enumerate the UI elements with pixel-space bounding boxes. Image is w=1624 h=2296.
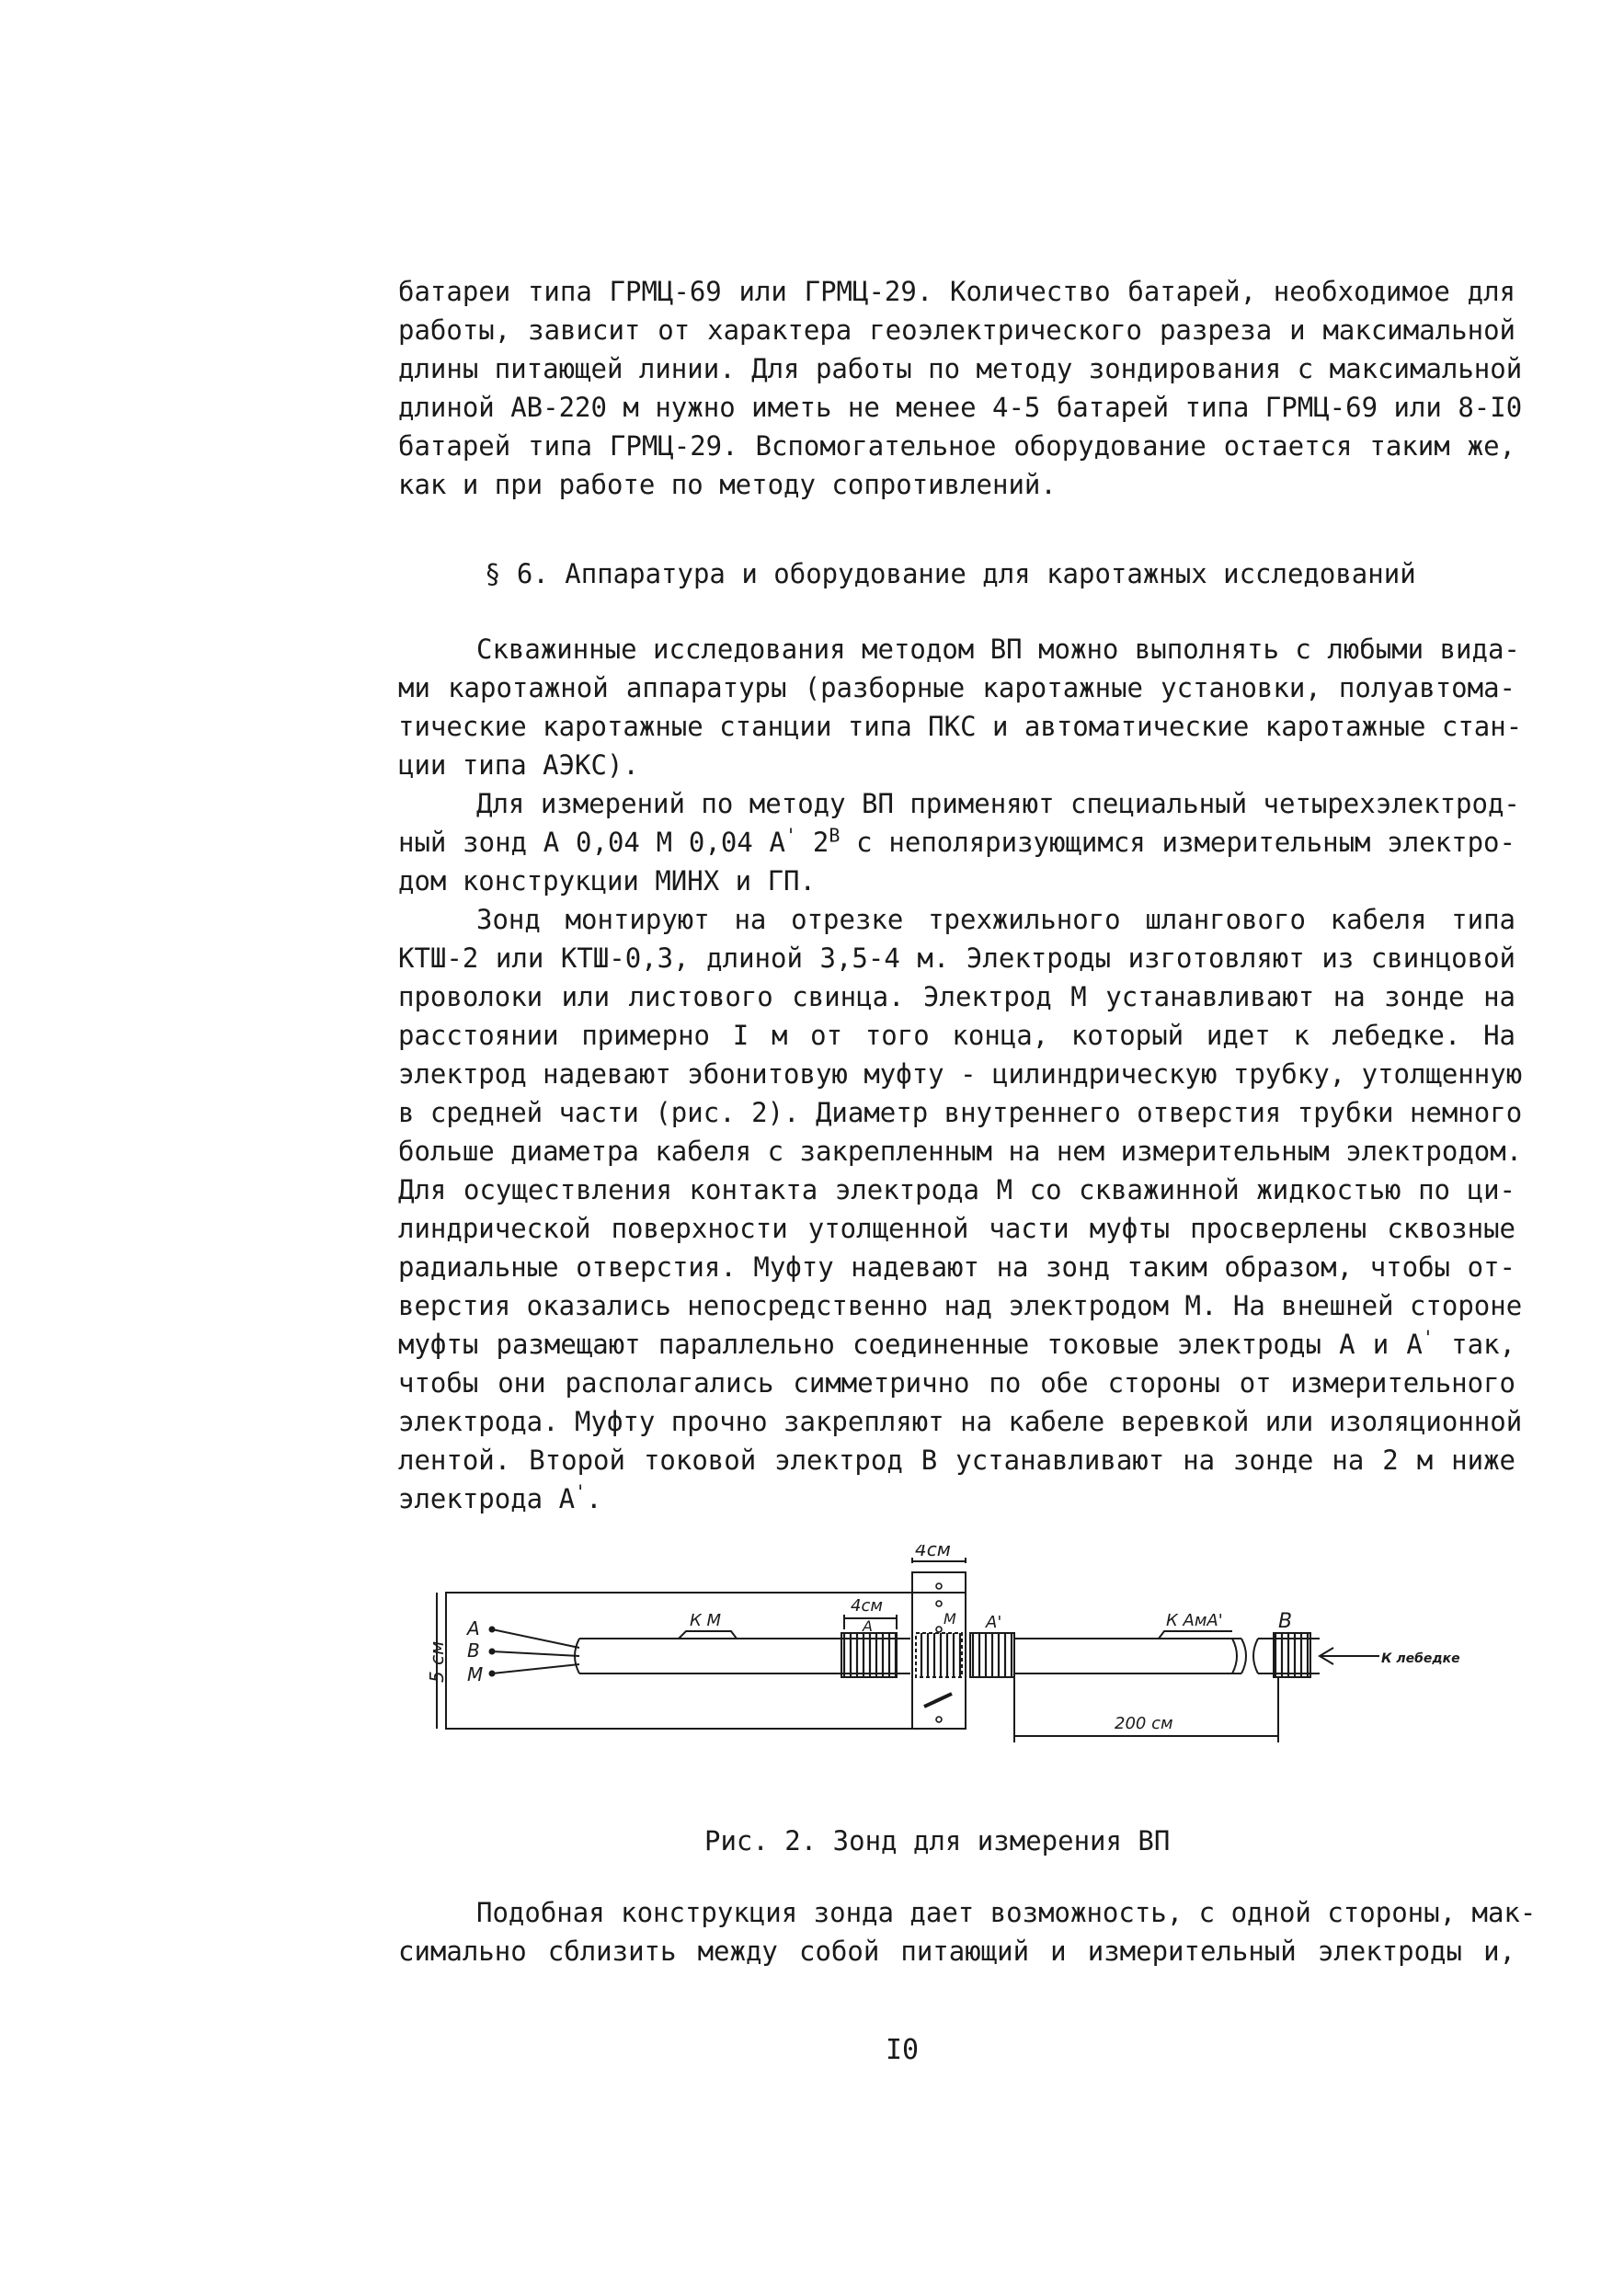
text-span: так, (1433, 1329, 1515, 1360)
text-line: электрод надевают эбонитовую муфту - цилиндрическую трубку, утолщенную (398, 1058, 1523, 1090)
text-line: линдрической поверхности утолщенной части муфты просверлены сквозные (398, 1213, 1515, 1244)
label-km: К М (690, 1611, 722, 1630)
probe-diagram (423, 1545, 1527, 1765)
text-span: электрода А (398, 1483, 576, 1514)
text-line: работы, зависит от характера геоэлектрического разреза и максимальной (398, 314, 1515, 346)
label-a-small: А (863, 1617, 873, 1635)
cable-right (1014, 1639, 1241, 1673)
prime-mark: ' (1422, 1326, 1434, 1349)
text-line: Скважинные исследования методом ВП можно выполнять с любыми вида- (476, 634, 1520, 665)
figure-caption: Рис. 2. Зонд для измерения ВП (704, 1825, 1171, 1856)
probe-figure (423, 1545, 1527, 1765)
text-span: ный зонд А 0,04 М 0,04 А (398, 827, 786, 858)
text-line: электрода. Муфту прочно закрепляют на кабеле веревкой или изоляционной (398, 1406, 1523, 1437)
text-line (398, 1479, 1515, 1518)
text-line: расстоянии примерно I м от того конца, который идет к лебедке. На (398, 1020, 1515, 1051)
coil-a-prime (970, 1633, 1014, 1677)
text-line: радиальные отверстия. Муфту надевают на зонд таким образом, чтобы от- (398, 1251, 1515, 1283)
prime-mark: ' (785, 824, 797, 847)
label-b-right: В (1278, 1610, 1293, 1633)
text-line: Подобная конструкция зонда дает возможность, с одной стороны, мак- (476, 1897, 1537, 1928)
text-line: Для осуществления контакта электрода М со скважинной жидкостью по ци- (398, 1174, 1515, 1205)
text-line: в средней части (рис. 2). Диаметр внутреннего отверстия трубки немного (398, 1097, 1523, 1128)
electrode-m (916, 1633, 962, 1677)
text-line: лентой. Второй токовой электрод В устанавливают на зонде на 2 м ниже (398, 1445, 1515, 1476)
dim-label-small: 4см (851, 1596, 883, 1616)
text-line: тические каротажные станции типа ПКС и автоматические каротажные стан- (398, 711, 1523, 742)
label-m-center: М (944, 1610, 956, 1628)
text-line: Для измерений по методу ВП применяют специальный четырехэлектрод- (476, 788, 1520, 819)
coil-b (1274, 1633, 1310, 1677)
page-number: I0 (886, 2034, 920, 2066)
label-b: В (467, 1639, 480, 1662)
text-line: длиной АВ-220 м нужно иметь не менее 4-5 батарей типа ГРМЦ-69 или 8-I0 (398, 392, 1523, 423)
text-line: дом конструкции МИНХ и ГП. (398, 865, 816, 897)
text-line: ми каротажной аппаратуры (разборные каротажные установки, полуавтома- (398, 672, 1515, 703)
text-span: муфты размещают параллельно соединенные токовые электроды А и А (398, 1329, 1423, 1360)
text-line: чтобы они располагались симметрично по обе стороны от измерительного (398, 1367, 1515, 1399)
text-span: . (586, 1483, 602, 1514)
text-span: 2 (796, 827, 829, 858)
text-line: проволоки или листового свинца. Электрод М устанавливают на зонде на (398, 981, 1515, 1012)
text-line: верстия оказались непосредственно над электродом М. На внешней стороне (398, 1290, 1523, 1321)
label-a: А (467, 1617, 480, 1639)
label-a-prime: А' (986, 1613, 1002, 1632)
text-line: больше диаметра кабеля с закрепленным на нем измерительным электродом. (398, 1136, 1523, 1167)
text-line: как и при работе по методу сопротивлений. (398, 469, 1057, 500)
label-m: М (467, 1663, 484, 1685)
text-line (398, 823, 1515, 862)
label-200cm: 200 см (1115, 1714, 1173, 1733)
prime-mark: ' (575, 1480, 587, 1503)
label-kam: К АмА' (1166, 1611, 1223, 1630)
superscript: В (829, 824, 841, 847)
dim-label-top: 4см (915, 1545, 951, 1560)
text-line: Зонд монтируют на отрезке трехжильного шлангового кабеля типа (476, 904, 1515, 935)
text-span: с неполяризующимся измерительным электро- (840, 827, 1515, 858)
text-line: длины питающей линии. Для работы по методу зондирования с максимальной (398, 353, 1523, 384)
coil-a (841, 1633, 897, 1677)
text-line: симально сблизить между собой питающий и измерительный электроды и, (398, 1936, 1515, 1967)
text-line: КТШ-2 или КТШ-0,3, длиной 3,5-4 м. Электроды изготовляют из свинцовой (398, 942, 1515, 974)
text-line: батареи типа ГРМЦ-69 или ГРМЦ-29. Количество батарей, необходимое для (398, 276, 1515, 307)
label-to-winch: К лебедке (1381, 1651, 1460, 1666)
text-line: батарей типа ГРМЦ-29. Вспомогательное оборудование остается таким же, (398, 430, 1515, 462)
text-line (398, 1325, 1515, 1364)
height-label: 5 см (426, 1640, 448, 1683)
section-heading: § 6. Аппаратура и оборудование для каротажных исследований (485, 558, 1416, 589)
text-line: ции типа АЭКС). (398, 749, 639, 781)
